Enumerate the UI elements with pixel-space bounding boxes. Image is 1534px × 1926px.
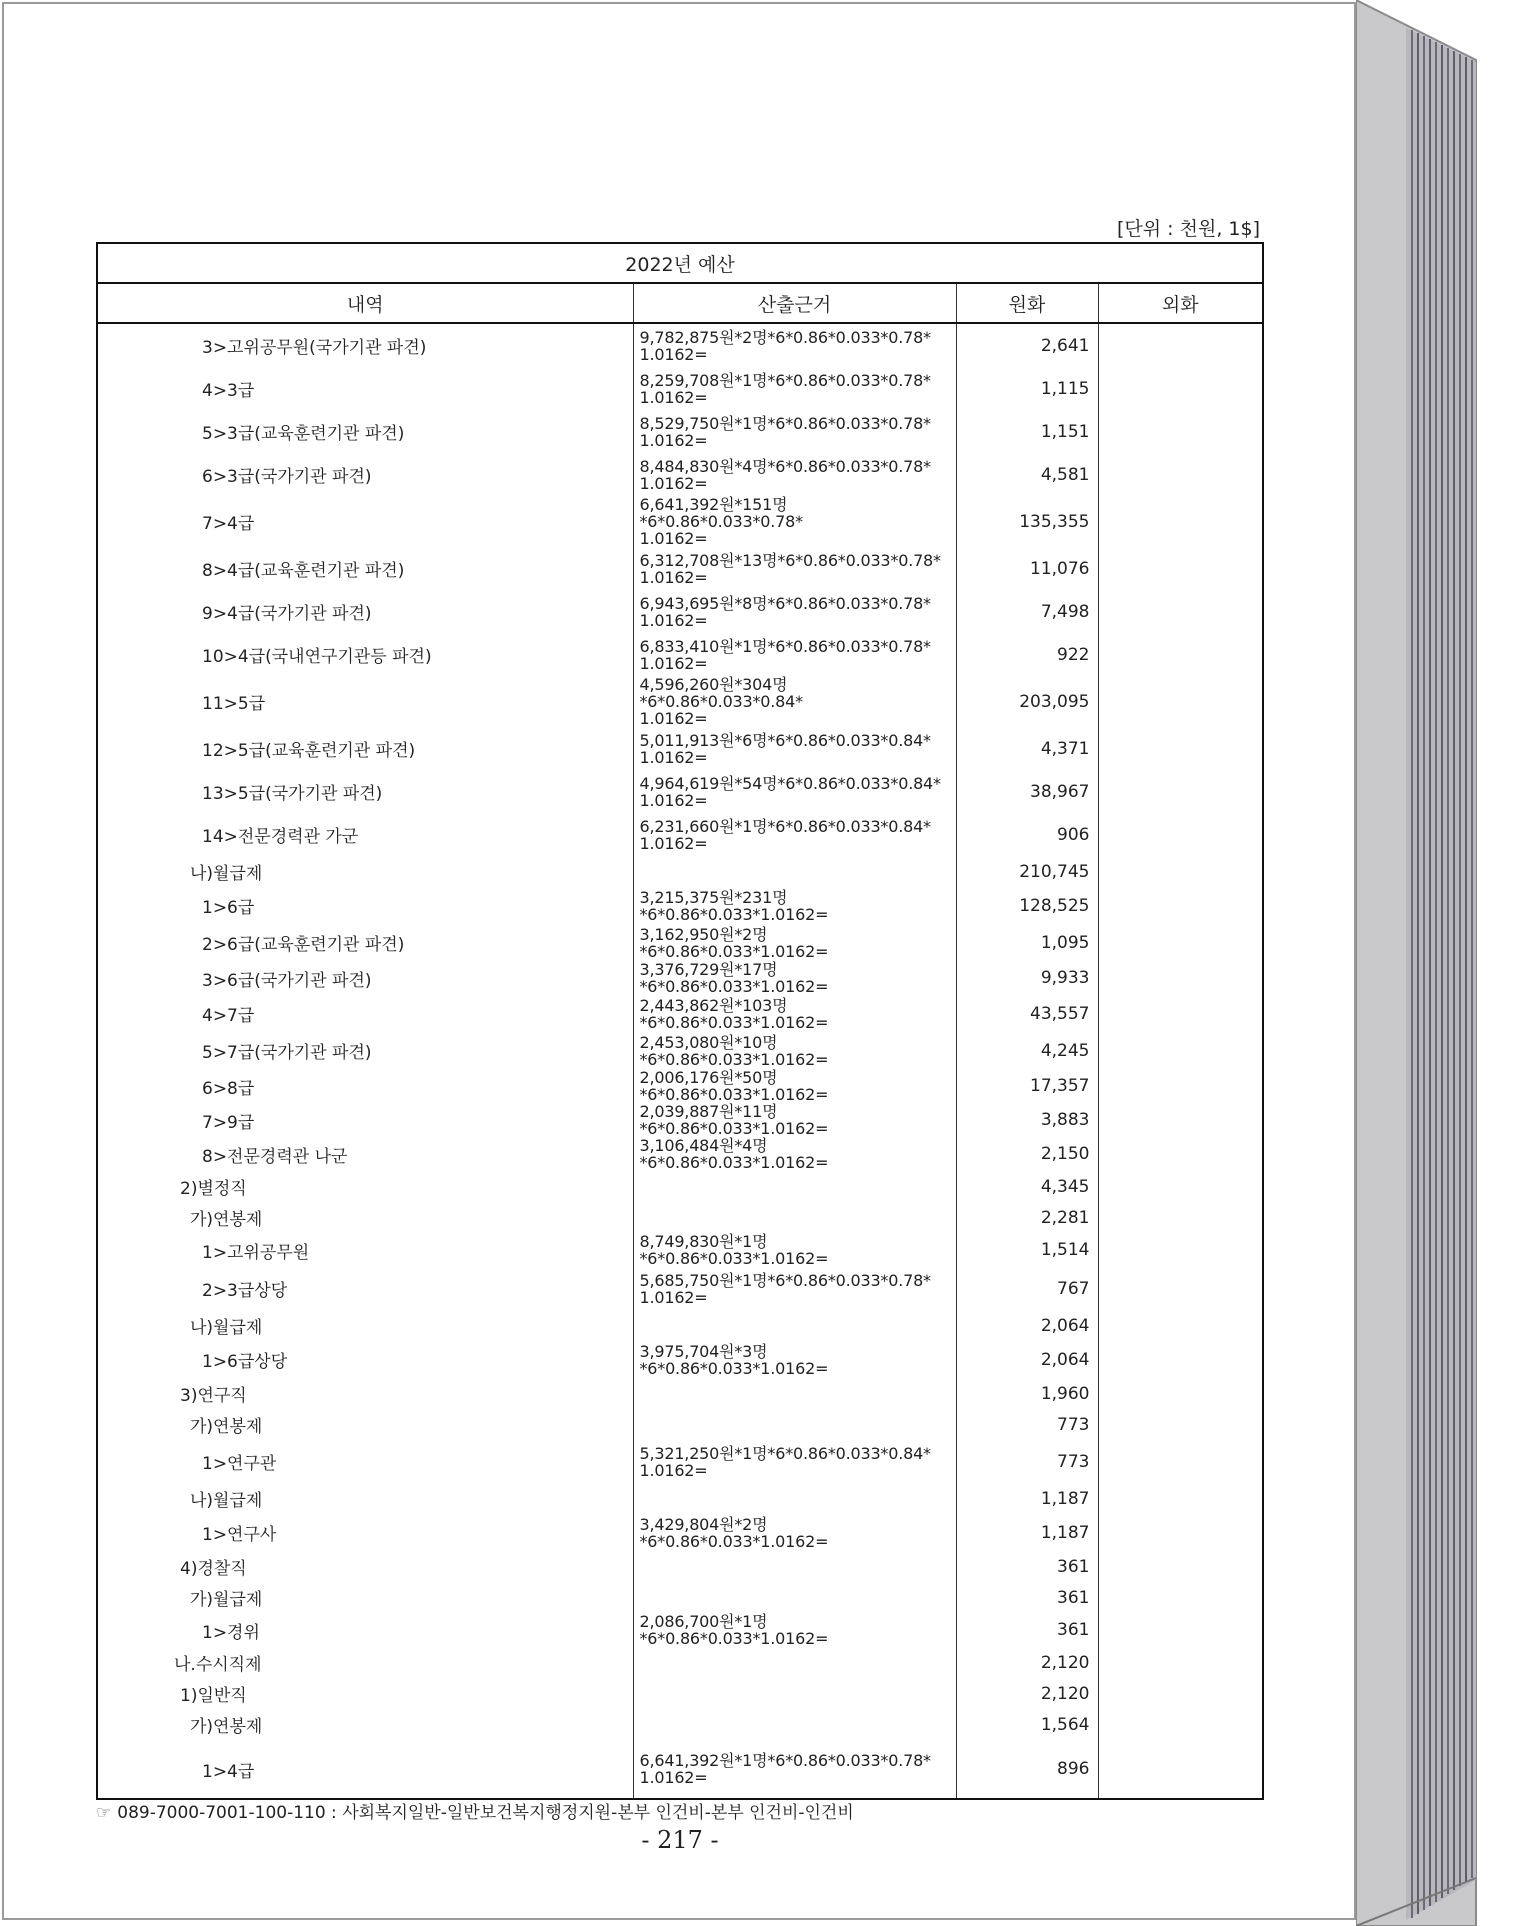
table-row bbox=[97, 1202, 1263, 1233]
page-number: - 217 - bbox=[641, 1826, 719, 1854]
foreign-amount-cell bbox=[1098, 1409, 1263, 1440]
unit-label: [단위 : 천원, 1$] bbox=[1117, 218, 1260, 240]
foreign-amount-cell bbox=[1098, 676, 1263, 727]
item-cell: 6>8급 bbox=[97, 1069, 633, 1103]
item-cell: 4>3급 bbox=[97, 367, 633, 410]
item-cell: 1>연구관 bbox=[97, 1440, 633, 1483]
basis-cell: 5,011,913원*6명*6*0.86*0.033*0.84* 1.0162= bbox=[633, 727, 956, 770]
table-row bbox=[97, 1032, 1263, 1069]
table-row bbox=[97, 856, 1263, 887]
foreign-amount-cell bbox=[1098, 887, 1263, 924]
basis-cell: 8,749,830원*1명*6*0.86*0.033*1.0162= bbox=[633, 1233, 956, 1267]
krw-amount-cell: 2,064 bbox=[956, 1341, 1098, 1378]
table-body bbox=[97, 323, 1263, 1799]
krw-amount-cell: 2,064 bbox=[956, 1310, 1098, 1341]
table-row bbox=[97, 1378, 1263, 1409]
krw-amount-cell: 361 bbox=[956, 1551, 1098, 1582]
foreign-amount-cell bbox=[1098, 727, 1263, 770]
basis-cell: 3,429,804원*2명*6*0.86*0.033*1.0162= bbox=[633, 1514, 956, 1551]
krw-amount-cell: 2,150 bbox=[956, 1137, 1098, 1171]
item-cell: 가)연봉제 bbox=[97, 1202, 633, 1233]
table-row bbox=[97, 676, 1263, 727]
basis-cell: 9,782,875원*2명*6*0.86*0.033*0.78* 1.0162= bbox=[633, 323, 956, 367]
basis-cell bbox=[633, 1202, 956, 1233]
table-title: 2022년 예산 bbox=[97, 243, 1263, 283]
item-cell: 7>4급 bbox=[97, 496, 633, 547]
item-cell: 3)연구직 bbox=[97, 1378, 633, 1409]
table-row bbox=[97, 1310, 1263, 1341]
foreign-amount-cell bbox=[1098, 547, 1263, 590]
foreign-amount-cell bbox=[1098, 1582, 1263, 1613]
krw-amount-cell: 4,345 bbox=[956, 1171, 1098, 1202]
basis-cell: 5,685,750원*1명*6*0.86*0.033*0.78* 1.0162= bbox=[633, 1267, 956, 1310]
krw-amount-cell: 1,095 bbox=[956, 924, 1098, 961]
table-row bbox=[97, 1709, 1263, 1740]
basis-cell bbox=[633, 1171, 956, 1202]
krw-amount-cell: 135,355 bbox=[956, 496, 1098, 547]
krw-amount-cell: 1,960 bbox=[956, 1378, 1098, 1409]
krw-amount-cell: 1,514 bbox=[956, 1233, 1098, 1267]
item-cell: 1>6급상당 bbox=[97, 1341, 633, 1378]
basis-cell: 2,443,862원*103명*6*0.86*0.033*1.0162= bbox=[633, 995, 956, 1032]
basis-cell bbox=[633, 1709, 956, 1740]
table-row bbox=[97, 924, 1263, 961]
basis-cell bbox=[633, 1647, 956, 1678]
foreign-amount-cell bbox=[1098, 1032, 1263, 1069]
foreign-amount-cell bbox=[1098, 770, 1263, 813]
krw-amount-cell: 906 bbox=[956, 813, 1098, 856]
foreign-amount-cell bbox=[1098, 1678, 1263, 1709]
table-row bbox=[97, 1551, 1263, 1582]
foreign-amount-cell bbox=[1098, 1551, 1263, 1582]
column-header-krw: 원화 bbox=[956, 283, 1098, 323]
krw-amount-cell: 7,498 bbox=[956, 590, 1098, 633]
foreign-amount-cell bbox=[1098, 813, 1263, 856]
item-cell: 4>7급 bbox=[97, 995, 633, 1032]
item-cell: 4)경찰직 bbox=[97, 1551, 633, 1582]
item-cell: 5>7급(국가기관 파견) bbox=[97, 1032, 633, 1069]
item-cell: 1>4급 bbox=[97, 1740, 633, 1799]
foreign-amount-cell bbox=[1098, 1233, 1263, 1267]
table-row bbox=[97, 547, 1263, 590]
item-cell: 12>5급(교육훈련기관 파견) bbox=[97, 727, 633, 770]
krw-amount-cell: 773 bbox=[956, 1409, 1098, 1440]
krw-amount-cell: 11,076 bbox=[956, 547, 1098, 590]
column-header-item: 내역 bbox=[97, 283, 633, 323]
table-row bbox=[97, 1740, 1263, 1799]
krw-amount-cell: 9,933 bbox=[956, 961, 1098, 995]
column-header-foreign: 외화 bbox=[1098, 283, 1263, 323]
basis-cell: 2,453,080원*10명*6*0.86*0.033*1.0162= bbox=[633, 1032, 956, 1069]
foreign-amount-cell bbox=[1098, 1202, 1263, 1233]
table-row bbox=[97, 1678, 1263, 1709]
basis-cell bbox=[633, 1551, 956, 1582]
item-cell: 5>3급(교육훈련기관 파견) bbox=[97, 410, 633, 453]
basis-cell: 8,484,830원*4명*6*0.86*0.033*0.78* 1.0162= bbox=[633, 453, 956, 496]
basis-cell: 4,596,260원*304명*6*0.86*0.033*0.84* 1.0162= bbox=[633, 676, 956, 727]
foreign-amount-cell bbox=[1098, 1483, 1263, 1514]
basis-cell bbox=[633, 856, 956, 887]
krw-amount-cell: 210,745 bbox=[956, 856, 1098, 887]
basis-cell: 6,641,392원*151명*6*0.86*0.033*0.78* 1.0162= bbox=[633, 496, 956, 547]
basis-cell bbox=[633, 1483, 956, 1514]
item-cell: 1>고위공무원 bbox=[97, 1233, 633, 1267]
budget-table-wrapper bbox=[96, 242, 1262, 1800]
krw-amount-cell: 1,187 bbox=[956, 1514, 1098, 1551]
item-cell: 3>6급(국가기관 파견) bbox=[97, 961, 633, 995]
foreign-amount-cell bbox=[1098, 1171, 1263, 1202]
foreign-amount-cell bbox=[1098, 410, 1263, 453]
krw-amount-cell: 1,115 bbox=[956, 367, 1098, 410]
item-cell: 2>3급상당 bbox=[97, 1267, 633, 1310]
krw-amount-cell: 1,564 bbox=[956, 1709, 1098, 1740]
basis-cell: 8,529,750원*1명*6*0.86*0.033*0.78* 1.0162= bbox=[633, 410, 956, 453]
item-cell: 3>고위공무원(국가기관 파견) bbox=[97, 323, 633, 367]
foreign-amount-cell bbox=[1098, 1267, 1263, 1310]
basis-cell: 6,943,695원*8명*6*0.86*0.033*0.78* 1.0162= bbox=[633, 590, 956, 633]
basis-cell: 6,231,660원*1명*6*0.86*0.033*0.84* 1.0162= bbox=[633, 813, 956, 856]
table-row bbox=[97, 1069, 1263, 1103]
basis-cell: 3,215,375원*231명*6*0.86*0.033*1.0162= bbox=[633, 887, 956, 924]
foreign-amount-cell bbox=[1098, 961, 1263, 995]
foreign-amount-cell bbox=[1098, 323, 1263, 367]
table-row bbox=[97, 1514, 1263, 1551]
foreign-amount-cell bbox=[1098, 1069, 1263, 1103]
table-row bbox=[97, 453, 1263, 496]
foreign-amount-cell bbox=[1098, 496, 1263, 547]
item-cell: 2>6급(교육훈련기관 파견) bbox=[97, 924, 633, 961]
item-cell: 1>경위 bbox=[97, 1613, 633, 1647]
basis-cell: 6,833,410원*1명*6*0.86*0.033*0.78* 1.0162= bbox=[633, 633, 956, 676]
krw-amount-cell: 1,187 bbox=[956, 1483, 1098, 1514]
book-page-edges bbox=[1356, 0, 1486, 1926]
table-row bbox=[97, 1341, 1263, 1378]
basis-cell: 3,975,704원*3명*6*0.86*0.033*1.0162= bbox=[633, 1341, 956, 1378]
account-code-footnote bbox=[96, 1798, 854, 1823]
item-cell: 나)월급제 bbox=[97, 1483, 633, 1514]
basis-cell: 2,086,700원*1명*6*0.86*0.033*1.0162= bbox=[633, 1613, 956, 1647]
column-header-basis: 산출근거 bbox=[633, 283, 956, 323]
krw-amount-cell: 4,581 bbox=[956, 453, 1098, 496]
item-cell: 14>전문경력관 가군 bbox=[97, 813, 633, 856]
table-row bbox=[97, 323, 1263, 367]
foreign-amount-cell bbox=[1098, 367, 1263, 410]
item-cell: 11>5급 bbox=[97, 676, 633, 727]
krw-amount-cell: 896 bbox=[956, 1740, 1098, 1799]
foreign-amount-cell bbox=[1098, 453, 1263, 496]
foreign-amount-cell bbox=[1098, 590, 1263, 633]
table-row bbox=[97, 1647, 1263, 1678]
table-row bbox=[97, 995, 1263, 1032]
foreign-amount-cell bbox=[1098, 856, 1263, 887]
table-row bbox=[97, 496, 1263, 547]
item-cell: 8>4급(교육훈련기관 파견) bbox=[97, 547, 633, 590]
item-cell: 1>연구사 bbox=[97, 1514, 633, 1551]
item-cell: 9>4급(국가기관 파견) bbox=[97, 590, 633, 633]
item-cell: 가)연봉제 bbox=[97, 1409, 633, 1440]
item-cell: 6>3급(국가기관 파견) bbox=[97, 453, 633, 496]
krw-amount-cell: 203,095 bbox=[956, 676, 1098, 727]
footnote-text: 089-7000-7001-100-110 : 사회복지일반-일반보건복지행정지원-본부 인건비-본부 인건비-인건비 bbox=[117, 1803, 854, 1823]
foreign-amount-cell bbox=[1098, 1378, 1263, 1409]
item-cell: 10>4급(국내연구기관등 파견) bbox=[97, 633, 633, 676]
item-cell: 13>5급(국가기관 파견) bbox=[97, 770, 633, 813]
basis-cell: 3,162,950원*2명*6*0.86*0.033*1.0162= bbox=[633, 924, 956, 961]
krw-amount-cell: 1,151 bbox=[956, 410, 1098, 453]
item-cell: 1)일반직 bbox=[97, 1678, 633, 1709]
foreign-amount-cell bbox=[1098, 1310, 1263, 1341]
foreign-amount-cell bbox=[1098, 1103, 1263, 1137]
foreign-amount-cell bbox=[1098, 1341, 1263, 1378]
item-cell: 8>전문경력관 나군 bbox=[97, 1137, 633, 1171]
item-cell: 2)별정직 bbox=[97, 1171, 633, 1202]
table-row bbox=[97, 887, 1263, 924]
krw-amount-cell: 2,120 bbox=[956, 1678, 1098, 1709]
basis-cell: 6,641,392원*1명*6*0.86*0.033*0.78* 1.0162= bbox=[633, 1740, 956, 1799]
item-cell: 나.수시직제 bbox=[97, 1647, 633, 1678]
item-cell: 가)월급제 bbox=[97, 1582, 633, 1613]
table-row bbox=[97, 1233, 1263, 1267]
krw-amount-cell: 3,883 bbox=[956, 1103, 1098, 1137]
item-cell: 나)월급제 bbox=[97, 1310, 633, 1341]
foreign-amount-cell bbox=[1098, 1514, 1263, 1551]
item-cell: 가)연봉제 bbox=[97, 1709, 633, 1740]
basis-cell: 2,039,887원*11명*6*0.86*0.033*1.0162= bbox=[633, 1103, 956, 1137]
table-row bbox=[97, 813, 1263, 856]
foreign-amount-cell bbox=[1098, 633, 1263, 676]
krw-amount-cell: 361 bbox=[956, 1613, 1098, 1647]
item-cell: 1>6급 bbox=[97, 887, 633, 924]
table-row bbox=[97, 1409, 1263, 1440]
krw-amount-cell: 4,371 bbox=[956, 727, 1098, 770]
basis-cell: 3,376,729원*17명*6*0.86*0.033*1.0162= bbox=[633, 961, 956, 995]
krw-amount-cell: 128,525 bbox=[956, 887, 1098, 924]
budget-table bbox=[96, 242, 1264, 1800]
basis-cell bbox=[633, 1582, 956, 1613]
krw-amount-cell: 4,245 bbox=[956, 1032, 1098, 1069]
krw-amount-cell: 767 bbox=[956, 1267, 1098, 1310]
foreign-amount-cell bbox=[1098, 1647, 1263, 1678]
table-row bbox=[97, 727, 1263, 770]
basis-cell: 6,312,708원*13명*6*0.86*0.033*0.78* 1.0162= bbox=[633, 547, 956, 590]
krw-amount-cell: 2,281 bbox=[956, 1202, 1098, 1233]
basis-cell bbox=[633, 1409, 956, 1440]
table-row bbox=[97, 1103, 1263, 1137]
basis-cell: 3,106,484원*4명*6*0.86*0.033*1.0162= bbox=[633, 1137, 956, 1171]
krw-amount-cell: 2,120 bbox=[956, 1647, 1098, 1678]
krw-amount-cell: 43,557 bbox=[956, 995, 1098, 1032]
foreign-amount-cell bbox=[1098, 1740, 1263, 1799]
foreign-amount-cell bbox=[1098, 1137, 1263, 1171]
basis-cell: 2,006,176원*50명*6*0.86*0.033*1.0162= bbox=[633, 1069, 956, 1103]
krw-amount-cell: 2,641 bbox=[956, 323, 1098, 367]
item-cell: 7>9급 bbox=[97, 1103, 633, 1137]
foreign-amount-cell bbox=[1098, 995, 1263, 1032]
table-row bbox=[97, 410, 1263, 453]
basis-cell bbox=[633, 1378, 956, 1409]
krw-amount-cell: 773 bbox=[956, 1440, 1098, 1483]
table-row bbox=[97, 1267, 1263, 1310]
foreign-amount-cell bbox=[1098, 1440, 1263, 1483]
krw-amount-cell: 17,357 bbox=[956, 1069, 1098, 1103]
basis-cell: 8,259,708원*1명*6*0.86*0.033*0.78* 1.0162= bbox=[633, 367, 956, 410]
foreign-amount-cell bbox=[1098, 1613, 1263, 1647]
basis-cell bbox=[633, 1678, 956, 1709]
basis-cell: 5,321,250원*1명*6*0.86*0.033*0.84* 1.0162= bbox=[633, 1440, 956, 1483]
table-row bbox=[97, 770, 1263, 813]
table-row bbox=[97, 1582, 1263, 1613]
table-row bbox=[97, 1137, 1263, 1171]
pointing-hand-icon: ☞ bbox=[96, 1803, 112, 1823]
table-row bbox=[97, 1171, 1263, 1202]
table-row bbox=[97, 367, 1263, 410]
basis-cell: 4,964,619원*54명*6*0.86*0.033*0.84* 1.0162= bbox=[633, 770, 956, 813]
table-row bbox=[97, 961, 1263, 995]
foreign-amount-cell bbox=[1098, 924, 1263, 961]
basis-cell bbox=[633, 1310, 956, 1341]
krw-amount-cell: 922 bbox=[956, 633, 1098, 676]
table-row bbox=[97, 1613, 1263, 1647]
krw-amount-cell: 38,967 bbox=[956, 770, 1098, 813]
table-row bbox=[97, 590, 1263, 633]
table-row bbox=[97, 1483, 1263, 1514]
table-row bbox=[97, 1440, 1263, 1483]
item-cell: 나)월급제 bbox=[97, 856, 633, 887]
table-row bbox=[97, 633, 1263, 676]
krw-amount-cell: 361 bbox=[956, 1582, 1098, 1613]
foreign-amount-cell bbox=[1098, 1709, 1263, 1740]
